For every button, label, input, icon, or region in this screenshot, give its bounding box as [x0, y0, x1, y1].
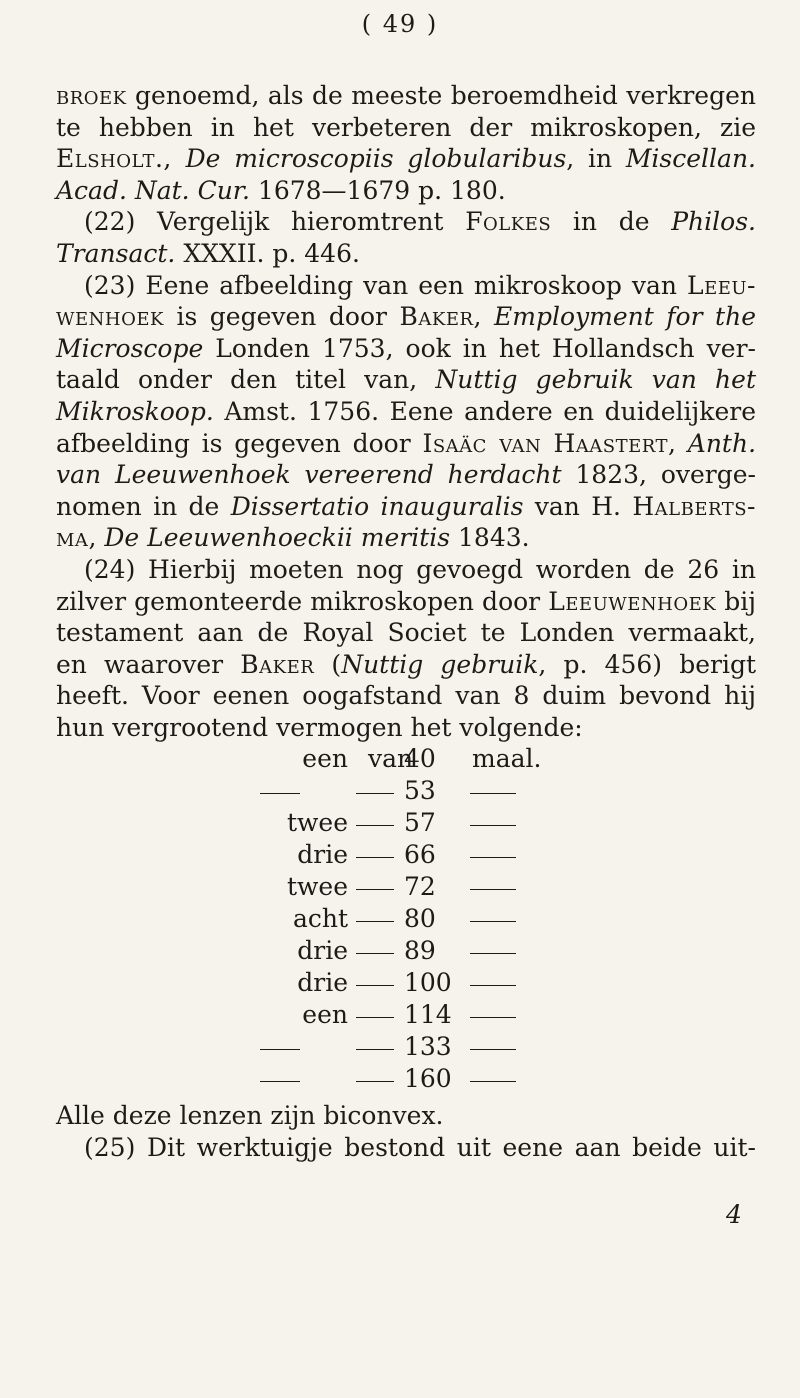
ditto-dash	[356, 953, 394, 954]
table-row: 160	[0, 1064, 800, 1096]
main-text	[56, 80, 756, 743]
text-line-biconvex: Alle deze lenzen zijn biconvex.	[56, 1101, 444, 1130]
text-line-18: testament aan de Royal Societ te Londen vermaakt,	[56, 618, 756, 648]
text-line-16: (24) Hierbij moeten nog gevoegd worden de 26 in	[84, 554, 756, 584]
text-line-17: zilver gemonteerde mikroskopen door Leeuwenhoek bij	[56, 586, 756, 616]
ditto-dash	[356, 985, 394, 986]
ditto-dash	[470, 1049, 516, 1050]
text-line-20: heeft. Voor eenen oogafstand van 8 duim bevond hij	[56, 681, 756, 711]
ditto-dash	[356, 825, 394, 826]
ditto-dash	[356, 889, 394, 890]
text-line-12: afbeelding is gegeven door Isaäc van Haastert, Anth.	[56, 428, 757, 458]
text-line-4: Acad. Nat. Cur. 1678—1679 p. 180.	[56, 175, 506, 205]
table-row: een 114	[0, 1000, 800, 1032]
table-row: drie 89	[0, 936, 800, 968]
ditto-dash	[356, 793, 394, 794]
table-row: twee 72	[0, 872, 800, 904]
page-number: ( 49 )	[361, 10, 439, 38]
text-line-5: (22) Vergelijk hieromtrent Folkes in de Philos.	[84, 207, 756, 237]
ditto-dash	[356, 857, 394, 858]
ditto-dash	[356, 1049, 394, 1050]
text-line-1: broek genoemd, als de meeste beroemdheid verkregen	[56, 81, 756, 110]
table-row: 133	[0, 1032, 800, 1064]
ditto-dash	[260, 1081, 300, 1082]
text-line-10: taald onder den titel van, Nuttig gebruik van het	[56, 365, 756, 395]
ditto-dash	[470, 1017, 516, 1018]
text-line-14: nomen in de Dissertatio inauguralis van H. Halberts-	[56, 491, 756, 521]
text-line-19: en waarover Baker (Nuttig gebruik, p. 456) berigt	[56, 649, 756, 679]
text-line-9: Microscope Londen 1753, ook in het Hollandsch ver-	[56, 333, 756, 363]
ditto-dash	[356, 1081, 394, 1082]
text-line-13: van Leeuwenhoek vereerend herdacht 1823, overge-	[56, 460, 756, 490]
text-line-7: (23) Eene afbeelding van een mikroskoop van Leeu-	[84, 270, 756, 300]
table-row: 53	[0, 776, 800, 808]
ditto-dash	[470, 825, 516, 826]
ditto-dash	[260, 1049, 300, 1050]
ditto-dash	[356, 921, 394, 922]
text-line-8: wenhoek is gegeven door Baker, Employment for the	[56, 302, 756, 332]
table-row: twee 57	[0, 808, 800, 840]
table-header-row: een van 40 maal.	[302, 744, 542, 773]
text-line-21: hun vergrootend vermogen het volgende:	[56, 712, 583, 742]
text-line-25: (25) Dit werktuigje bestond uit eene aan beide uit-	[84, 1132, 756, 1162]
text-line-6: Transact. XXXII. p. 446.	[56, 238, 360, 268]
table-row: drie 66	[0, 840, 800, 872]
ditto-dash	[260, 793, 300, 794]
table-row: acht 80	[0, 904, 800, 936]
catchword: 4	[726, 1200, 742, 1229]
table-row: drie 100	[0, 968, 800, 1000]
ditto-dash	[470, 857, 516, 858]
ditto-dash	[470, 793, 516, 794]
ditto-dash	[470, 953, 516, 954]
ditto-dash	[470, 889, 516, 890]
text-line-2: te hebben in het verbeteren der mikroskopen, zie	[56, 112, 756, 142]
text-line-11: Mikroskoop. Amst. 1756. Eene andere en duidelijkere	[56, 396, 756, 426]
text-line-3: Elsholt., De microscopiis globularibus, in Miscellan.	[56, 144, 756, 174]
ditto-dash	[470, 921, 516, 922]
text-line-15: ma, De Leeuwenhoeckii meritis 1843.	[56, 523, 530, 553]
ditto-dash	[470, 1081, 516, 1082]
ditto-dash	[356, 1017, 394, 1018]
ditto-dash	[470, 985, 516, 986]
closing-text	[56, 1100, 756, 1163]
